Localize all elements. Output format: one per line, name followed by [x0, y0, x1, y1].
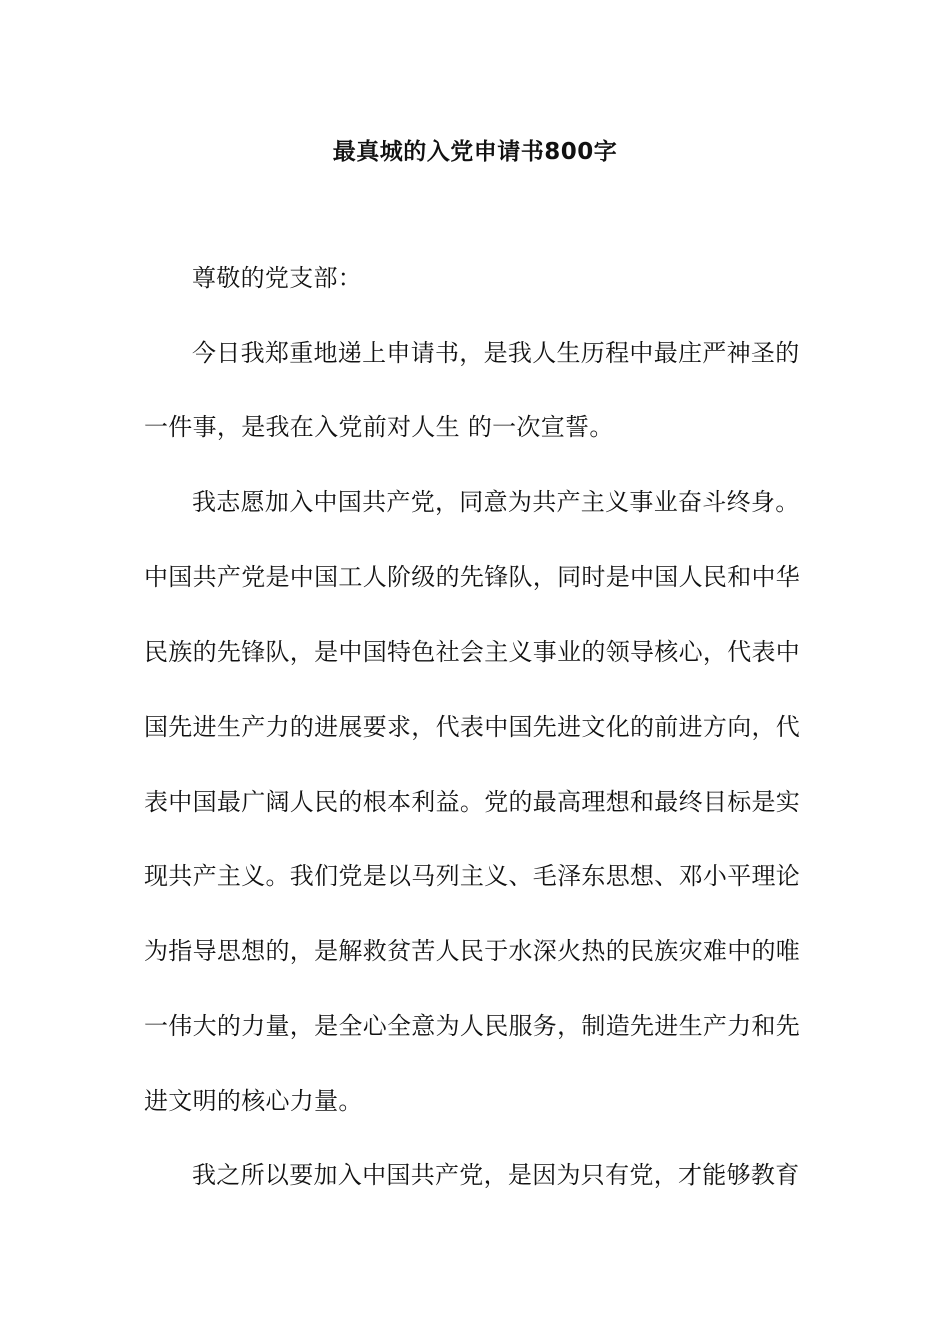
body-line: 我之所以要加入中国共产党，是因为只有党，才能够教育	[192, 1161, 800, 1189]
body-line: 我志愿加入中国共产党，同意为共产主义事业奋斗终身。	[192, 488, 800, 516]
body-line: 今日我郑重地递上申请书，是我人生历程中最庄严神圣的	[192, 339, 800, 367]
body-line: 进文明的核心力量。	[144, 1087, 363, 1115]
salutation: 尊敬的党支部：	[192, 264, 363, 292]
document-title: 最真城的入党申请书800字	[332, 139, 618, 165]
body-line: 一件事，是我在入党前对人生 的一次宣誓。	[144, 413, 614, 441]
body-line: 一伟大的力量，是全心全意为人民服务，制造先进生产力和先	[144, 1012, 801, 1040]
body-line: 国先进生产力的进展要求，代表中国先进文化的前进方向，代	[144, 713, 801, 741]
body-line: 民族的先锋队，是中国特色社会主义事业的领导核心，代表中	[144, 638, 801, 666]
body-line: 为指导思想的，是解救贫苦人民于水深火热的民族灾难中的唯	[144, 937, 801, 965]
body-line: 现共产主义。我们党是以马列主义、毛泽东思想、邓小平理论	[144, 862, 801, 890]
body-line: 中国共产党是中国工人阶级的先锋队，同时是中国人民和中华	[144, 563, 801, 591]
body-line: 表中国最广阔人民的根本利益。党的最高理想和最终目标是实	[144, 788, 801, 816]
